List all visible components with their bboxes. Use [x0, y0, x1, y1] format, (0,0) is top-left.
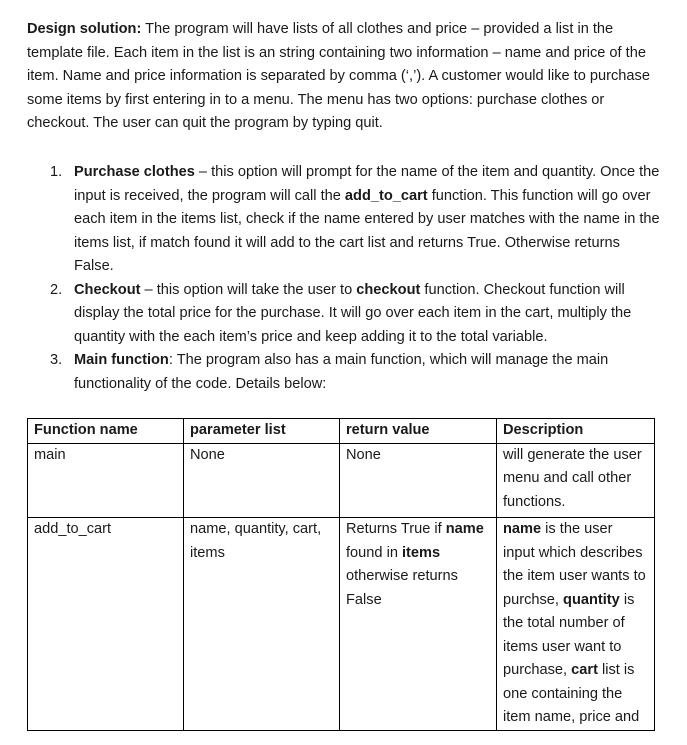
list-item-text: function. This function will go over each item in the items list, check if the name entered by user matches with the name in the items list, if match found it will add to the cart list and returns True. Otherwise returns False. — [74, 187, 660, 274]
design-solution-paragraph — [27, 18, 667, 136]
list-number: 2. — [50, 281, 63, 298]
cell-return-value: None — [340, 443, 497, 518]
table-row — [28, 518, 655, 731]
header-return-value: return value — [340, 419, 497, 444]
list-item-main-function — [50, 349, 660, 396]
cell-text: is the total number of items user want to purchase, — [503, 591, 635, 678]
header-description: Description — [497, 419, 655, 444]
cell-description: will generate the user menu and call other functions. — [497, 443, 655, 518]
cell-text: otherwise returns False — [346, 568, 458, 608]
cell-parameter-list: name, quantity, cart, items — [184, 518, 340, 731]
cell-text: found in — [346, 544, 402, 561]
cell-text: Returns True if — [346, 521, 446, 537]
table-header-row — [28, 419, 655, 444]
cell-bold-text: items — [402, 544, 441, 561]
function-table — [27, 418, 655, 731]
list-item-title: Main function — [74, 352, 169, 368]
list-item-text: – this option will take the user to — [140, 281, 357, 298]
cell-bold-text: name — [503, 521, 542, 537]
design-solution-text: The program will have lists of all clothes and price – provided a list in the template file. Each item in the list is an string containing two information – name and price of the item. Name and price information is separated by comma (‘,’). A customer would like to purchase some items by first entering in to a menu. The menu has two options: purchase clothes or checkout. The user can quit the program by typing quit. — [27, 21, 650, 132]
cell-return-value — [340, 518, 497, 731]
cell-text: list is one containing the item name, price and — [503, 662, 640, 725]
header-parameter-list: parameter list — [184, 419, 340, 444]
cell-function-name: add_to_cart — [28, 518, 184, 731]
cell-bold-text: cart — [571, 662, 598, 678]
list-item-text: : The program also has a main function, which will manage the main functionality of the code. Details below: — [74, 352, 609, 392]
design-solution-label: Design solution: — [27, 21, 142, 37]
table-row — [28, 443, 655, 518]
list-item-checkout — [50, 279, 660, 350]
list-number: 1. — [50, 164, 63, 180]
header-function-name: Function name — [28, 419, 184, 444]
list-number: 3. — [50, 352, 63, 368]
cell-text: is the user input which describes the item user wants to purchse, — [503, 521, 646, 608]
cell-bold-text: quantity — [563, 591, 620, 608]
list-item-text: – this option will prompt for the name of the item and quantity. Once the input is received, the program will call the — [74, 164, 660, 204]
list-item-title: Purchase clothes — [74, 164, 195, 180]
cell-parameter-list: None — [184, 443, 340, 518]
list-item-text: function. Checkout function will display the total price for the purchase. It will go over each item in the cart, multiply the quantity with the each item’s price and keep adding it to the total variable. — [74, 281, 632, 345]
function-name-checkout: checkout — [356, 281, 421, 298]
list-item-purchase-clothes — [50, 161, 660, 279]
cell-description — [497, 518, 655, 731]
numbered-list — [50, 161, 660, 396]
list-item-title: Checkout — [74, 281, 141, 298]
cell-function-name: main — [28, 443, 184, 518]
function-name-add-to-cart: add_to_cart — [344, 187, 428, 204]
cell-bold-text: name — [445, 521, 484, 537]
